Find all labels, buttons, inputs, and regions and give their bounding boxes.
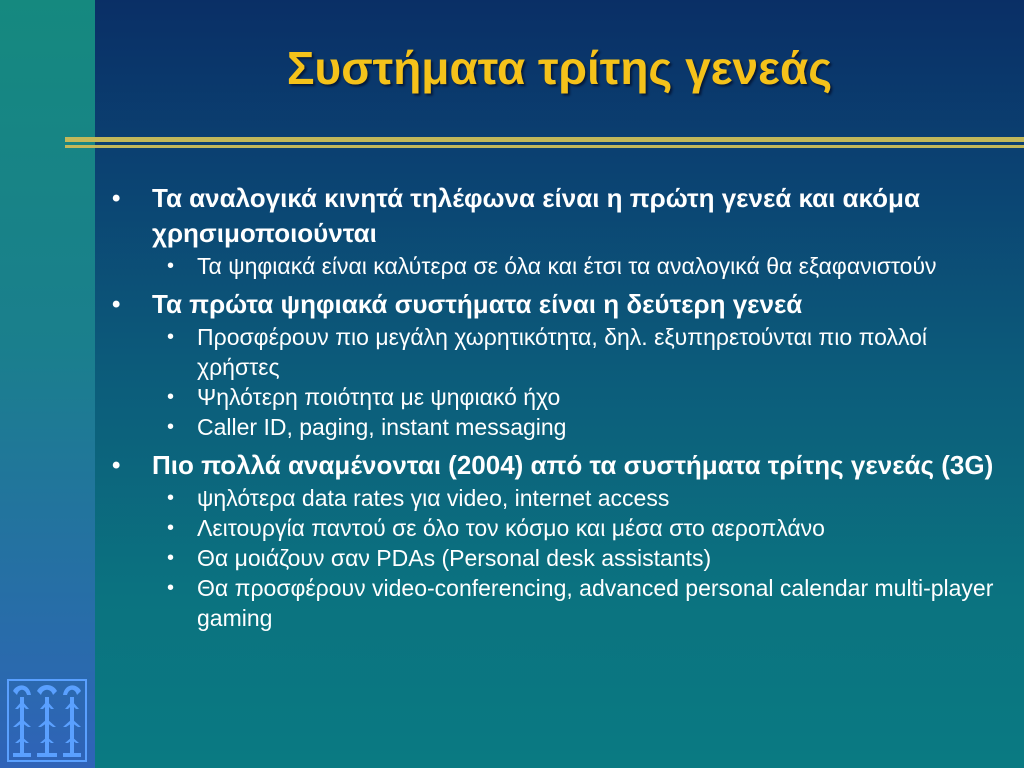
bullet-icon: • xyxy=(167,577,175,599)
bullet-list xyxy=(110,181,1010,633)
bullet-text: Τα ψηφιακά είναι καλύτερα σε όλα και έτσι τα αναλογικά θα εξαφανιστούν xyxy=(197,253,937,279)
bullet-text: Ψηλότερη ποιότητα με ψηφιακό ήχο xyxy=(197,384,561,410)
bullet-icon: • xyxy=(167,255,175,277)
bullet-text: Τα αναλογικά κινητά τηλέφωνα είναι η πρώτη γενεά και ακόμα χρησιμοποιούνται xyxy=(152,183,920,248)
bullet-icon: • xyxy=(112,185,121,212)
bullet-level1 xyxy=(110,181,1010,251)
slide-title: Συστήματα τρίτης γενεάς xyxy=(286,42,833,94)
bullet-level2 xyxy=(110,483,1010,513)
bullet-level1 xyxy=(110,448,1010,483)
bullet-text: Θα προσφέρουν video-conferencing, advanced personal calendar multi-player gaming xyxy=(197,575,994,631)
bullet-text: Προσφέρουν πιο μεγάλη χωρητικότητα, δηλ. εξυπηρετούνται πιο πολλοί χρήστες xyxy=(197,324,928,380)
bullet-level2 xyxy=(110,251,1010,281)
bullet-level2 xyxy=(110,322,1010,382)
bullet-icon: • xyxy=(112,452,121,479)
bullet-level2 xyxy=(110,412,1010,442)
university-emblem-icon xyxy=(7,679,87,762)
bullet-level2 xyxy=(110,513,1010,543)
bullet-text: Πιο πολλά αναμένονται (2004) από τα συστήματα τρίτης γενεάς (3G) xyxy=(152,450,994,480)
bullet-icon: • xyxy=(167,487,175,509)
bullet-level2 xyxy=(110,573,1010,633)
title-divider-thin xyxy=(65,145,1024,148)
bullet-text: Λειτουργία παντού σε όλο τον κόσμο και μέσα στο αεροπλάνο xyxy=(197,515,825,541)
bullet-icon: • xyxy=(167,416,175,438)
bullet-level2 xyxy=(110,382,1010,412)
left-accent-band xyxy=(0,0,95,768)
bullet-icon: • xyxy=(167,386,175,408)
bullet-text: Τα πρώτα ψηφιακά συστήματα είναι η δεύτερη γενεά xyxy=(152,289,803,319)
bullet-text: ψηλότερα data rates για video, internet access xyxy=(197,485,670,511)
bullet-text: Caller ID, paging, instant messaging xyxy=(197,414,567,440)
bullet-text: Θα μοιάζουν σαν PDAs (Personal desk assistants) xyxy=(197,545,712,571)
bullet-icon: • xyxy=(167,547,175,569)
bullet-icon: • xyxy=(112,291,121,318)
bullet-icon: • xyxy=(167,517,175,539)
bullet-level1 xyxy=(110,287,1010,322)
title-divider-thick xyxy=(65,137,1024,142)
bullet-level2 xyxy=(110,543,1010,573)
bullet-icon: • xyxy=(167,326,175,348)
